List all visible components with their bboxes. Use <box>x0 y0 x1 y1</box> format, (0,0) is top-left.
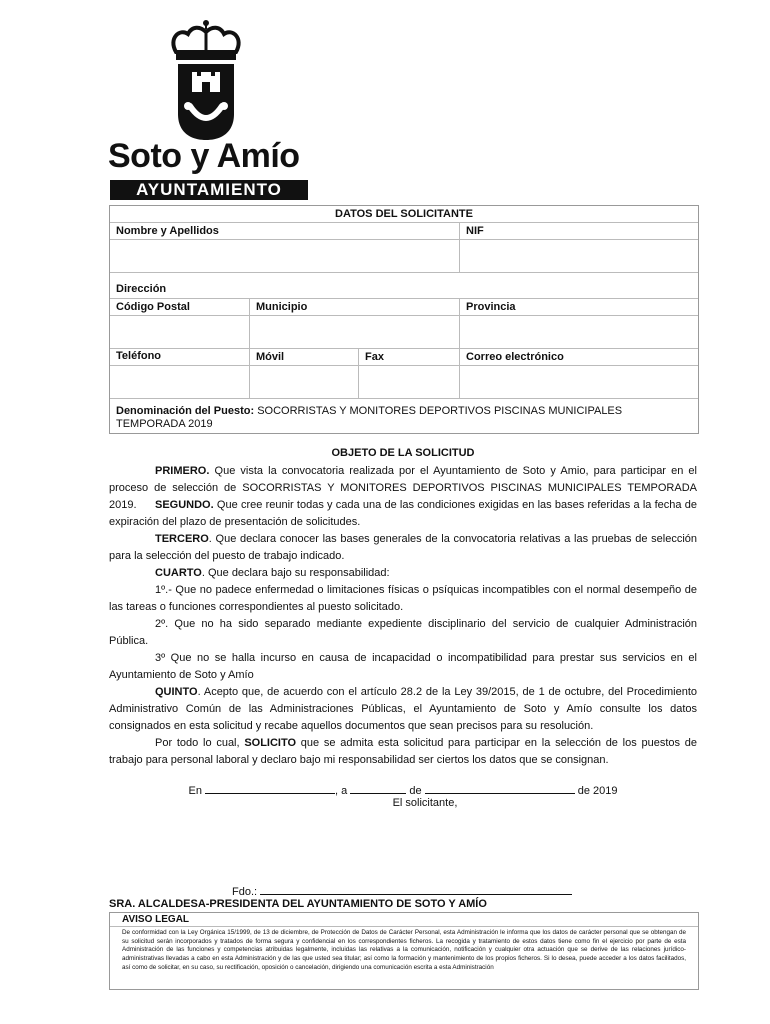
cuarto-lead: CUARTO <box>155 567 202 579</box>
paragraph-cuarto <box>109 565 697 582</box>
postal-value-row <box>110 315 698 348</box>
date-de: de <box>409 785 422 797</box>
name-field[interactable] <box>110 240 459 272</box>
date-line <box>109 783 697 797</box>
municipality-field[interactable] <box>249 316 459 348</box>
final-lead: SOLICITO <box>244 737 297 749</box>
month-blank[interactable] <box>425 783 575 794</box>
paragraph-quinto <box>109 684 697 735</box>
fdo-line <box>232 884 572 898</box>
postal-code-label: Código Postal <box>116 301 190 313</box>
cuarto-text: . Que declara bajo su responsabilidad: <box>201 567 390 579</box>
final-pre: Por todo lo cual, <box>155 737 245 749</box>
mobile-field[interactable] <box>249 366 358 398</box>
date-year: de 2019 <box>577 785 618 797</box>
item-3-text: 3º Que no se halla incurso en causa de incapacidad o incompatibilidad para prestar sus servicios en el Ayuntamiento de Soto y Amío <box>109 652 697 681</box>
province-label: Provincia <box>459 299 698 315</box>
crown-shield-icon <box>166 18 246 146</box>
paragraph-item-1 <box>109 582 697 616</box>
position-cell <box>110 399 698 433</box>
nif-label: NIF <box>459 223 698 239</box>
paragraph-tercero <box>109 531 697 565</box>
position-label: Denominación del Puesto: <box>116 405 255 417</box>
fdo-label: Fdo.: <box>232 886 258 898</box>
paragraph-item-2 <box>109 616 697 650</box>
day-blank[interactable] <box>350 783 406 794</box>
fax-field[interactable] <box>358 366 459 398</box>
solicitante-label: El solicitante, <box>392 797 458 809</box>
province-field[interactable] <box>459 316 698 348</box>
phone-value-row <box>110 365 698 398</box>
segundo-text: Que cree reunir todas y cada una de las condiciones exigidas en las bases referidas a la fecha de expiración del plazo de presentación de solicitudes. <box>109 499 697 528</box>
email-field[interactable] <box>459 366 698 398</box>
legal-text: De conformidad con la Ley Orgánica 15/1999, de 13 de diciembre, de Protección de Datos de Carácter Personal, esta Administración le informa que los datos de carácter personal que se obtengan de su solicitud serán incorporados y tratados de forma segura y confidencial en los correspondientes ficheros. La recogida y tratamiento de estos datos tiene como fin el ejercicio por parte de esta Administración de las funciones y competencias atribuidas legalmente, incluidas las relativas a la comunicación, notificación y cualquier otra actuación que se derive de las relaciones jurídico-administrativas llevadas a cabo en esta Administración y de las que usted sea titular; así como la formación y mantenimiento de los propios ficheros. Si lo desea, puede acceder a los datos facilitados, así como de solicitar, en su caso, su rectificación, oposición o cancelación, dirigiendo una comunicación escrita a esta Administración <box>122 929 686 971</box>
date-en: En <box>188 785 202 797</box>
table-header-row <box>110 206 698 222</box>
phone-field[interactable] <box>110 366 249 398</box>
place-blank[interactable] <box>205 783 335 794</box>
address-label: Dirección <box>116 283 167 295</box>
final-text: que se admita esta solicitud para participar en la selección de los puestos de trabajo para personal laboral y declaro bajo mi responsabilidad ser ciertos los datos que se consignan. <box>109 737 697 766</box>
address-row <box>110 272 698 298</box>
quinto-lead: QUINTO <box>155 686 198 698</box>
quinto-text: . Acepto que, de acuerdo con el artículo 28.2 de la Ley 39/2015, de 1 de octubre, del Procedimiento Administrativo Común de las Administraciones Públicas, el Ayuntamiento de Soto y Amío consulte los datos consignados en esta solicitud y recabe aquellos documentos que sean precisos para su resolución. <box>109 686 697 732</box>
addressee: SRA. ALCALDESA-PRESIDENTA DEL AYUNTAMIENTO DE SOTO Y AMÍO <box>109 898 487 910</box>
applicant-table <box>109 205 699 434</box>
paragraph-segundo <box>109 497 697 531</box>
paragraph-final <box>109 735 697 769</box>
tercero-text: . Que declara conocer las bases generales de la convocatoria relativas a las pruebas de selección para la selección del puesto de trabajo indicado. <box>109 533 697 562</box>
table-header: DATOS DEL SOLICITANTE <box>335 208 473 220</box>
name-label: Nombre y Apellidos <box>116 225 219 237</box>
segundo-lead: SEGUNDO. <box>155 499 214 511</box>
municipal-logo <box>108 18 310 199</box>
name-label-row <box>110 222 698 239</box>
primero-lead: PRIMERO. <box>155 465 210 477</box>
primero-text: Que vista la convocatoria realizada por el Ayuntamiento de Soto y Amio, para participar en el proceso de selección de SOCORRISTAS Y MONITORES DEPORTIVOS PISCINAS MUNICIPALES TEMPORADA 2019. <box>109 465 697 511</box>
postal-label-row <box>110 298 698 315</box>
paragraph-item-3 <box>109 650 697 684</box>
position-value: SOCORRISTAS Y MONITORES DEPORTIVOS PISCINAS MUNICIPALES TEMPORADA 2019 <box>116 405 623 430</box>
item-2-text: 2º. Que no ha sido separado mediante expediente disciplinario del servicio de cualquier Administración Pública. <box>109 618 697 647</box>
logo-band: AYUNTAMIENTO <box>110 180 308 200</box>
postal-code-field[interactable] <box>110 316 249 348</box>
item-1-text: 1º.- Que no padece enfermedad o limitaciones físicas o psíquicas incompatibles con el normal desempeño de las tareas o funciones correspondientes al puesto solicitado. <box>109 584 697 613</box>
mobile-label: Móvil <box>249 349 358 365</box>
fax-label: Fax <box>358 349 459 365</box>
phone-label-row <box>110 348 698 365</box>
signature-blank[interactable] <box>260 884 572 895</box>
legal-title: AVISO LEGAL <box>110 913 698 927</box>
date-a: , a <box>335 785 348 797</box>
tercero-lead: TERCERO <box>155 533 209 545</box>
name-value-row <box>110 239 698 272</box>
email-label: Correo electrónico <box>459 349 698 365</box>
phone-label: Teléfono <box>116 350 162 362</box>
objeto-title: OBJETO DE LA SOLICITUD <box>331 447 475 459</box>
nif-field[interactable] <box>459 240 698 272</box>
position-row <box>110 398 698 433</box>
municipality-label: Municipio <box>249 299 459 315</box>
legal-notice <box>109 912 699 990</box>
logo-name: Soto y Amío <box>108 137 300 175</box>
